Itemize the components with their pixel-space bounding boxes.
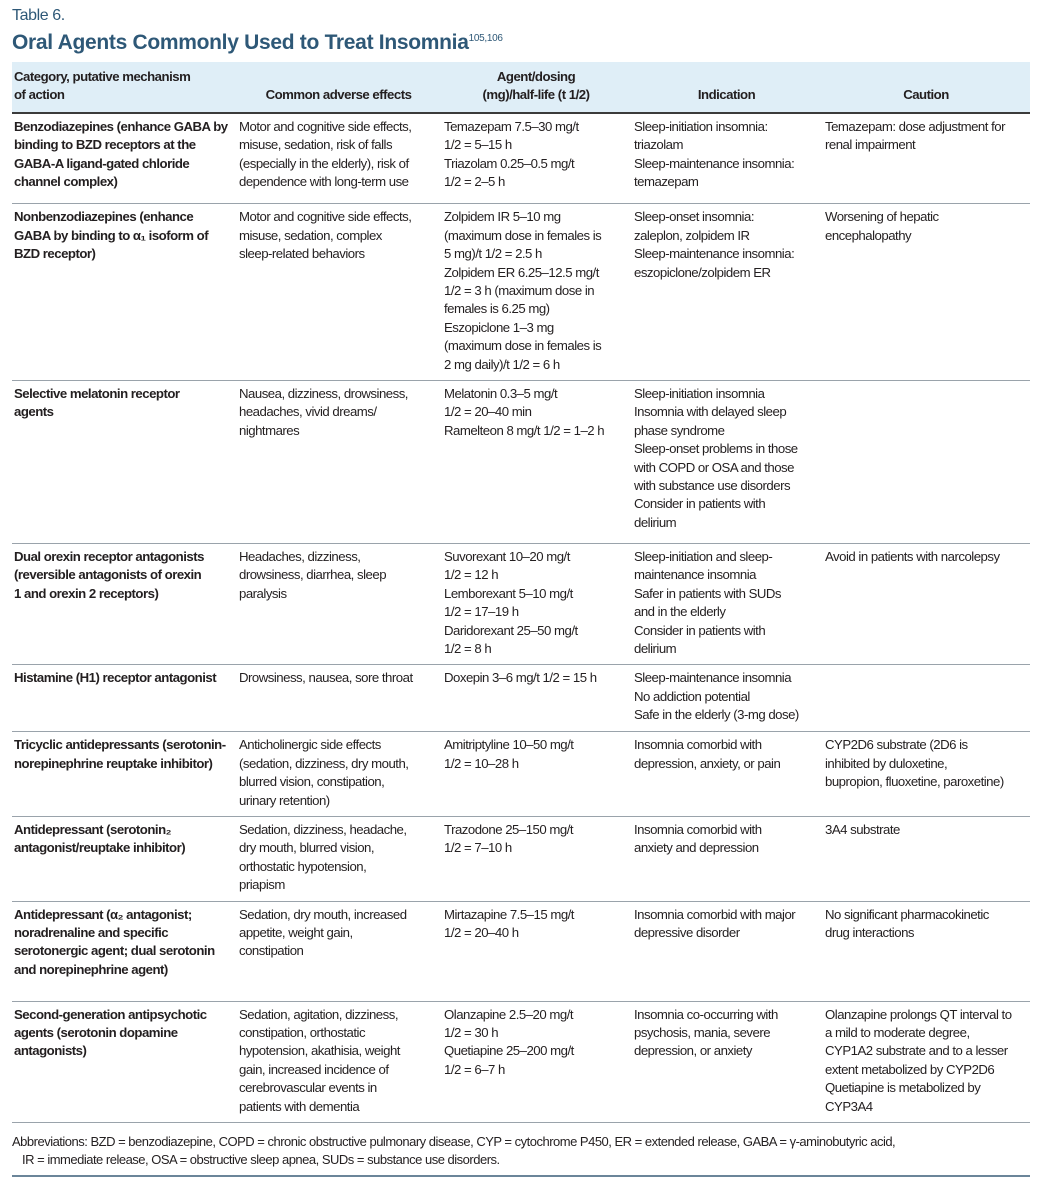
cell-indication: Insomnia comorbid with depression, anxiety, or pain <box>631 732 822 817</box>
cell-caution: Avoid in patients with narcolepsy <box>822 543 1030 664</box>
abbreviations-line-2: IR = immediate release, OSA = obstructive sleep apnea, SUDs = substance use disorders. <box>22 1152 500 1168</box>
cell-category: Selective melatonin receptor agents <box>12 380 236 543</box>
cell-agent-dosing: Olanzapine 2.5–20 mg/t 1/2 = 30 h Quetiapine 25–200 mg/t 1/2 = 6–7 h <box>441 1001 631 1122</box>
cell-category: Histamine (H1) receptor antagonist <box>12 665 236 732</box>
table-row <box>12 380 1030 543</box>
cell-adverse-effects: Nausea, dizziness, drowsiness, headaches, vivid dreams/ nightmares <box>236 380 441 543</box>
cell-indication: Sleep-initiation insomnia: triazolam Sleep-maintenance insomnia: temazepam <box>631 113 822 204</box>
header-indication: Indication <box>631 62 822 113</box>
table-row <box>12 1001 1030 1122</box>
cell-category: Dual orexin receptor antagonists (reversible antagonists of orexin 1 and orexin 2 receptors) <box>12 543 236 664</box>
cell-indication: Sleep-onset insomnia: zaleplon, zolpidem IR Sleep-maintenance insomnia: eszopiclone/zolpidem ER <box>631 204 822 381</box>
cell-agent-dosing: Melatonin 0.3–5 mg/t 1/2 = 20–40 min Ramelteon 8 mg/t 1/2 = 1–2 h <box>441 380 631 543</box>
table-row <box>12 113 1030 204</box>
cell-caution <box>822 665 1030 732</box>
cell-adverse-effects: Headaches, dizziness, drowsiness, diarrhea, sleep paralysis <box>236 543 441 664</box>
title-text: Oral Agents Commonly Used to Treat Insomnia <box>12 31 469 54</box>
table-row <box>12 665 1030 732</box>
cell-category: Benzodiazepines (enhance GABA by binding to BZD receptors at the GABA-A ligand-gated chloride channel complex) <box>12 113 236 204</box>
table-row <box>12 543 1030 664</box>
cell-indication: Insomnia co-occurring with psychosis, mania, severe depression, or anxiety <box>631 1001 822 1122</box>
cell-adverse-effects: Sedation, agitation, dizziness, constipation, orthostatic hypotension, akathisia, weight gain, increased incidence of cerebrovascular events in patients with dementia <box>236 1001 441 1122</box>
cell-caution: Olanzapine prolongs QT interval to a mild to moderate degree, CYP1A2 substrate and to a lesser extent metabolized by CYP2D6 Quetiapine is metabolized by CYP3A4 <box>822 1001 1030 1122</box>
cell-indication: Insomnia comorbid with major depressive disorder <box>631 901 822 1001</box>
cell-indication: Insomnia comorbid with anxiety and depression <box>631 817 822 902</box>
cell-caution: No significant pharmacokinetic drug interactions <box>822 901 1030 1001</box>
header-adverse-effects: Common adverse effects <box>236 62 441 113</box>
header-caution: Caution <box>822 62 1030 113</box>
abbreviations-note <box>12 1133 1030 1177</box>
cell-indication: Sleep-initiation and sleep- maintenance insomnia Safer in patients with SUDs and in the elderly Consider in patients with delirium <box>631 543 822 664</box>
cell-agent-dosing: Mirtazapine 7.5–15 mg/t 1/2 = 20–40 h <box>441 901 631 1001</box>
cell-category: Antidepressant (α₂ antagonist; noradrenaline and specific serotonergic agent; dual serotonin and norepinephrine agent) <box>12 901 236 1001</box>
cell-category: Second-generation antipsychotic agents (serotonin dopamine antagonists) <box>12 1001 236 1122</box>
cell-agent-dosing: Doxepin 3–6 mg/t 1/2 = 15 h <box>441 665 631 732</box>
title-references: 105,106 <box>468 33 503 44</box>
abbreviations-line-1: Abbreviations: BZD = benzodiazepine, COPD = chronic obstructive pulmonary disease, CYP = cytochrome P450, ER = extended release, GABA = γ-aminobutyric acid, <box>12 1134 896 1150</box>
cell-caution: Worsening of hepatic encephalopathy <box>822 204 1030 381</box>
cell-category: Nonbenzodiazepines (enhance GABA by binding to α₁ isoform of BZD receptor) <box>12 204 236 381</box>
cell-caution: CYP2D6 substrate (2D6 is inhibited by duloxetine, bupropion, fluoxetine, paroxetine) <box>822 732 1030 817</box>
cell-category: Antidepressant (serotonin₂ antagonist/reuptake inhibitor) <box>12 817 236 902</box>
cell-adverse-effects: Motor and cognitive side effects, misuse, sedation, complex sleep-related behaviors <box>236 204 441 381</box>
cell-adverse-effects: Sedation, dry mouth, increased appetite, weight gain, constipation <box>236 901 441 1001</box>
cell-caution: 3A4 substrate <box>822 817 1030 902</box>
cell-category: Tricyclic antidepressants (serotonin- norepinephrine reuptake inhibitor) <box>12 732 236 817</box>
cell-caution <box>822 380 1030 543</box>
header-agent-dosing: Agent/dosing (mg)/half-life (t 1/2) <box>441 62 631 113</box>
cell-agent-dosing: Temazepam 7.5–30 mg/t 1/2 = 5–15 h Triazolam 0.25–0.5 mg/t 1/2 = 2–5 h <box>441 113 631 204</box>
cell-adverse-effects: Motor and cognitive side effects, misuse, sedation, risk of falls (especially in the elderly), risk of dependence with long-term use <box>236 113 441 204</box>
cell-adverse-effects: Drowsiness, nausea, sore throat <box>236 665 441 732</box>
cell-agent-dosing: Suvorexant 10–20 mg/t 1/2 = 12 h Lemborexant 5–10 mg/t 1/2 = 17–19 h Daridorexant 25–50 mg/t 1/2 = 8 h <box>441 543 631 664</box>
table-row <box>12 204 1030 381</box>
cell-indication: Sleep-maintenance insomnia No addiction potential Safe in the elderly (3-mg dose) <box>631 665 822 732</box>
cell-caution: Temazepam: dose adjustment for renal impairment <box>822 113 1030 204</box>
insomnia-agents-table <box>12 62 1030 1123</box>
header-row <box>12 62 1030 113</box>
table-row <box>12 732 1030 817</box>
table-row <box>12 901 1030 1001</box>
cell-adverse-effects: Anticholinergic side effects (sedation, dizziness, dry mouth, blurred vision, constipation, urinary retention) <box>236 732 441 817</box>
cell-adverse-effects: Sedation, dizziness, headache, dry mouth, blurred vision, orthostatic hypotension, priapism <box>236 817 441 902</box>
cell-agent-dosing: Amitriptyline 10–50 mg/t 1/2 = 10–28 h <box>441 732 631 817</box>
table-title <box>12 30 1030 56</box>
table-row <box>12 817 1030 902</box>
cell-indication: Sleep-initiation insomnia Insomnia with delayed sleep phase syndrome Sleep-onset problems in those with COPD or OSA and those with substance use disorders Consider in patients with delirium <box>631 380 822 543</box>
cell-agent-dosing: Trazodone 25–150 mg/t 1/2 = 7–10 h <box>441 817 631 902</box>
cell-agent-dosing: Zolpidem IR 5–10 mg (maximum dose in females is 5 mg)/t 1/2 = 2.5 h Zolpidem ER 6.25–12.5 mg/t 1/2 = 3 h (maximum dose in females is 6.25 mg) Eszopiclone 1–3 mg (maximum dose in females is 2 mg daily)/t 1/2 = 6 h <box>441 204 631 381</box>
table-label: Table 6. <box>12 7 65 24</box>
header-category: Category, putative mechanism of action <box>12 62 236 113</box>
